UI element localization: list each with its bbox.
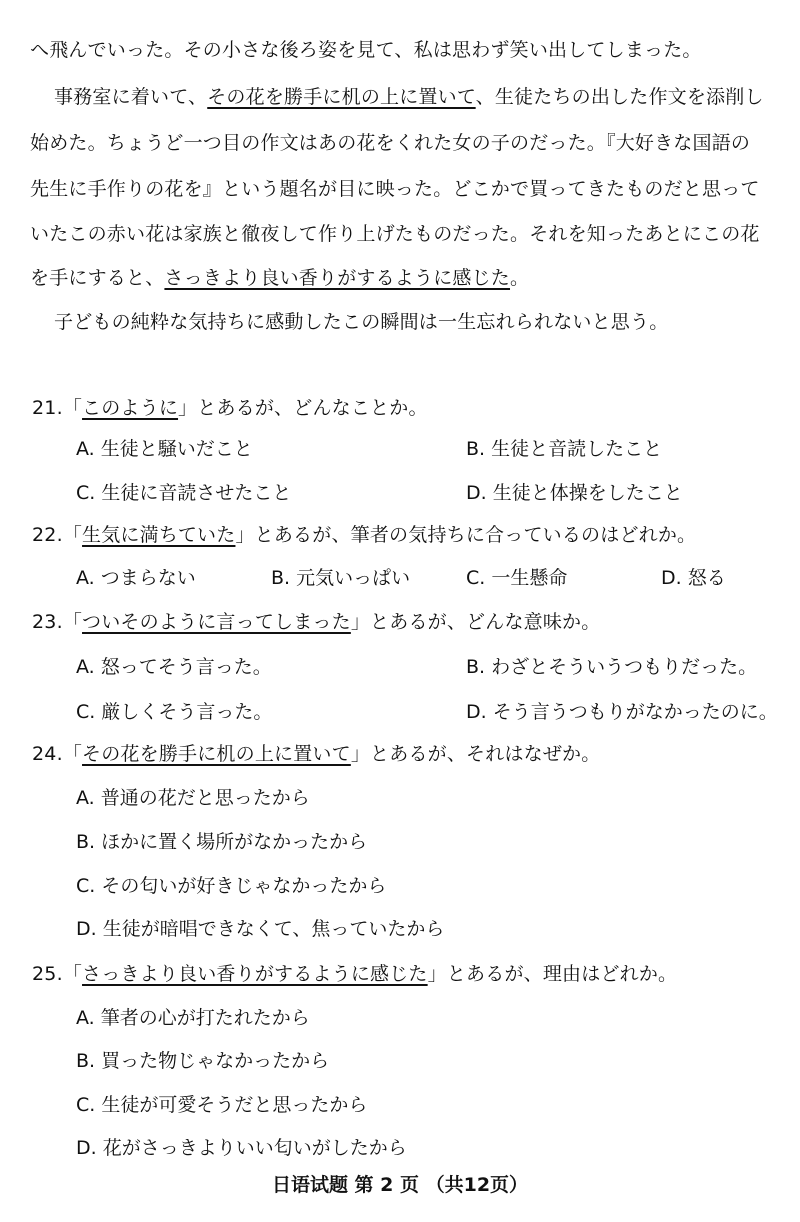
passage-text: を手にすると、 <box>30 267 165 289</box>
option-25-d[interactable] <box>76 1136 407 1160</box>
option-25-c[interactable] <box>76 1093 367 1117</box>
question-number: 21. <box>32 397 63 419</box>
option-text: 生徒と騒いだこと <box>100 438 253 460</box>
option-text: わざとそういうつもりだった。 <box>491 656 758 678</box>
option-text: 生徒と体操をしたこと <box>492 482 683 504</box>
passage-text: 、生徒たちの出した作文を添削し <box>475 86 764 108</box>
option-text: 花がさっきよりいい匂いがしたから <box>102 1137 407 1159</box>
passage-text: 。 <box>510 267 530 289</box>
passage-line-2 <box>54 85 764 109</box>
option-text: ほかに置く場所がなかったから <box>101 831 368 853</box>
underlined-phrase: さっきより良い香りがするように感じた <box>164 267 511 289</box>
option-text: つまらない <box>100 567 196 589</box>
quoted-phrase: その花を勝手に机の上に置いて <box>82 743 351 765</box>
quoted-phrase: このように <box>82 397 179 419</box>
bracket-open: 「 <box>62 397 83 419</box>
option-23-b[interactable] <box>466 655 757 679</box>
question-24-stem <box>32 742 600 766</box>
option-24-b[interactable] <box>76 830 367 854</box>
option-letter: B. <box>76 1050 96 1072</box>
option-text: 筆者の心が打たれたから <box>100 1007 310 1029</box>
option-text: そう言うつもりがなかったのに。 <box>492 701 778 723</box>
option-letter: C. <box>76 875 96 897</box>
option-text: 厳しくそう言った。 <box>101 701 273 723</box>
option-letter: B. <box>466 438 486 460</box>
option-letter: B. <box>466 656 486 678</box>
option-letter: A. <box>76 787 95 809</box>
bracket-close: 」 <box>350 611 371 633</box>
question-stem: とあるが、どんな意味か。 <box>370 611 601 633</box>
option-24-d[interactable] <box>76 917 444 941</box>
question-23-stem <box>32 610 600 634</box>
option-letter: D. <box>466 701 487 723</box>
option-24-a[interactable] <box>76 786 310 810</box>
option-letter: A. <box>76 656 95 678</box>
passage-text: 事務室に着いて、 <box>54 86 208 108</box>
option-text: 生徒が暗唱できなくて、焦っていたから <box>102 918 445 940</box>
option-22-c[interactable] <box>466 566 567 590</box>
question-21-stem <box>32 396 428 420</box>
bracket-open: 「 <box>62 611 83 633</box>
question-number: 23. <box>32 611 63 633</box>
option-letter: B. <box>271 567 291 589</box>
option-text: その匂いが好きじゃなかったから <box>101 875 387 897</box>
option-text: 生徒と音読したこと <box>491 438 663 460</box>
question-stem: とあるが、理由はどれか。 <box>446 963 678 985</box>
passage-line-1: へ飛んでいった。その小さな後ろ姿を見て、私は思わず笑い出してしまった。 <box>30 39 702 61</box>
bracket-close: 」 <box>235 524 255 546</box>
question-25-stem <box>32 962 677 986</box>
bracket-close: 」 <box>427 963 447 985</box>
option-letter: C. <box>76 701 96 723</box>
question-22-stem <box>32 523 696 547</box>
option-letter: D. <box>466 482 487 504</box>
bracket-open: 「 <box>62 524 83 546</box>
option-24-c[interactable] <box>76 874 386 898</box>
page-footer: 日语试题 第 2 页 （共12页） <box>271 1174 529 1196</box>
option-25-a[interactable] <box>76 1006 310 1030</box>
option-21-d[interactable] <box>466 481 683 505</box>
bracket-close: 」 <box>178 397 198 419</box>
option-21-c[interactable] <box>76 481 291 505</box>
question-stem: とあるが、それはなぜか。 <box>370 743 601 765</box>
underlined-phrase: その花を勝手に机の上に置いて <box>207 86 476 108</box>
quoted-phrase: 生気に満ちていた <box>82 524 236 546</box>
option-letter: A. <box>76 438 95 460</box>
option-text: 買った物じゃなかったから <box>101 1050 330 1072</box>
question-stem: とあるが、どんなことか。 <box>197 397 428 419</box>
option-25-b[interactable] <box>76 1049 329 1073</box>
option-22-d[interactable] <box>661 566 726 590</box>
option-23-c[interactable] <box>76 700 272 724</box>
passage-line-6 <box>30 266 529 290</box>
passage-line-5: いたこの赤い花は家族と徹夜して作り上げたものだった。それを知ったあとにこの花 <box>30 223 760 245</box>
passage-line-4: 先生に手作りの花を』という題名が目に映った。どこかで買ってきたものだと思って <box>30 178 760 200</box>
option-text: 一生懸命 <box>491 567 568 589</box>
passage-line-3: 始めた。ちょうど一つ目の作文はあの花をくれた女の子のだった。『大好きな国語の <box>30 132 751 154</box>
option-letter: D. <box>76 1137 97 1159</box>
option-letter: A. <box>76 567 95 589</box>
option-22-b[interactable] <box>271 566 410 590</box>
question-number: 24. <box>32 743 63 765</box>
option-text: 怒る <box>687 567 726 589</box>
option-23-d[interactable] <box>466 700 778 724</box>
passage-line-7: 子どもの純粋な気持ちに感動したこの瞬間は一生忘れられないと思う。 <box>54 311 669 333</box>
option-letter: D. <box>661 567 682 589</box>
option-letter: C. <box>76 482 96 504</box>
option-21-b[interactable] <box>466 437 662 461</box>
option-text: 怒ってそう言った。 <box>100 656 272 678</box>
bracket-close: 」 <box>350 743 371 765</box>
option-letter: C. <box>466 567 486 589</box>
option-23-a[interactable] <box>76 655 272 679</box>
question-stem: とあるが、筆者の気持ちに合っているのはどれか。 <box>254 524 697 546</box>
option-letter: B. <box>76 831 96 853</box>
bracket-open: 「 <box>62 743 83 765</box>
option-21-a[interactable] <box>76 437 253 461</box>
bracket-open: 「 <box>62 963 83 985</box>
option-text: 生徒が可愛そうだと思ったから <box>101 1094 368 1116</box>
question-number: 25. <box>32 963 63 985</box>
option-letter: D. <box>76 918 97 940</box>
question-number: 22. <box>32 524 63 546</box>
option-22-a[interactable] <box>76 566 196 590</box>
option-letter: A. <box>76 1007 95 1029</box>
option-letter: C. <box>76 1094 96 1116</box>
option-text: 普通の花だと思ったから <box>100 787 310 809</box>
option-text: 元気いっぱい <box>296 567 411 589</box>
quoted-phrase: ついそのように言ってしまった <box>82 611 351 633</box>
option-text: 生徒に音読させたこと <box>101 482 292 504</box>
quoted-phrase: さっきより良い香りがするように感じた <box>82 963 428 985</box>
